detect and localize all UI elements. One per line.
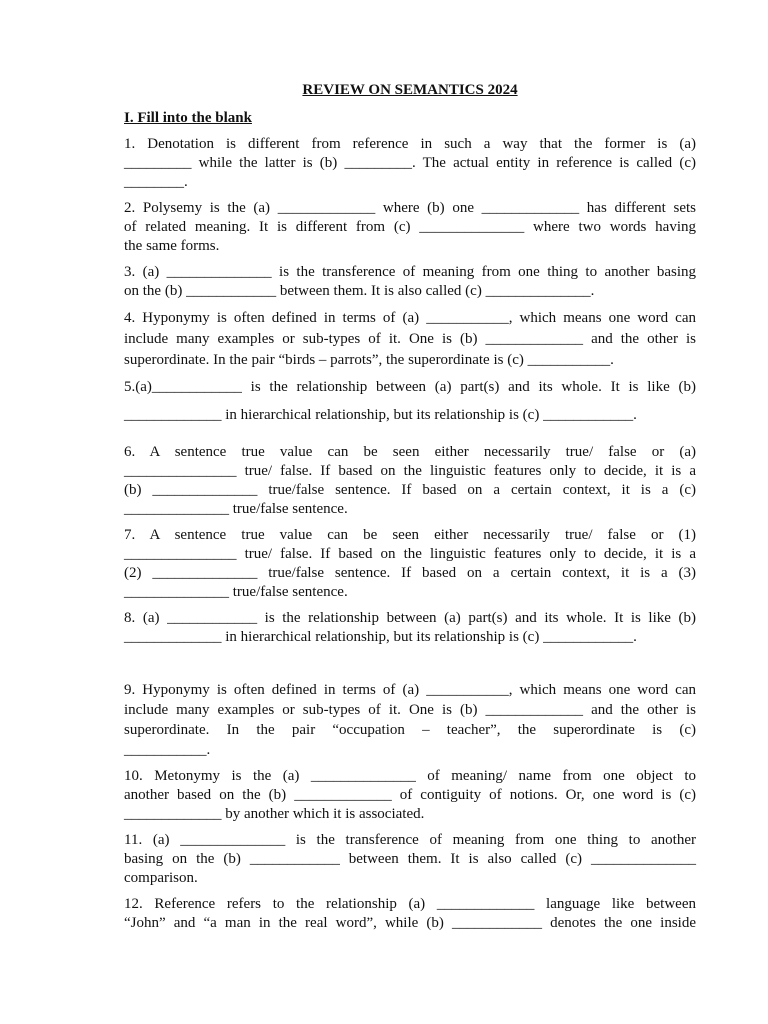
question-line: _________ while the latter is (b) _________. The actual entity in reference is called (c) [124, 155, 696, 171]
question-12 [124, 895, 696, 933]
question-1 [124, 135, 696, 192]
question-line: basing on the (b) ____________ between them. It is also called (c) ______________ [124, 851, 696, 867]
question-line: _______________ true/ false. If based on the linguistic features only to decide, it is a [124, 546, 696, 562]
question-5 [124, 378, 696, 425]
question-line: 10. Metonymy is the (a) ______________ of meaning/ name from one object to [124, 768, 696, 784]
document-page [124, 80, 696, 940]
question-line: comparison. [124, 870, 198, 886]
question-line: 3. (a) ______________ is the transference of meaning from one thing to another basing [124, 264, 696, 280]
question-line: “John” and “a man in the real word”, while (b) ____________ denotes the one inside [124, 915, 696, 931]
question-line: another based on the (b) _____________ of contiguity of notions. Or, one word is (c) [124, 787, 696, 803]
question-9 [124, 680, 696, 760]
question-line: 2. Polysemy is the (a) _____________ where (b) one _____________ has different sets [124, 200, 696, 216]
question-line: 6. A sentence true value can be seen either necessarily true/ false or (a) [124, 444, 696, 460]
question-3 [124, 263, 696, 301]
question-line: 4. Hyponymy is often defined in terms of (a) ___________, which means one word can [124, 310, 696, 326]
question-line: on the (b) ____________ between them. It is also called (c) ______________. [124, 283, 595, 299]
question-line: 8. (a) ____________ is the relationship between (a) part(s) and its whole. It is like (b) [124, 610, 696, 626]
question-line: (2) ______________ true/false sentence. If based on a certain context, it is a (3) [124, 565, 696, 581]
question-line: _____________ by another which it is associated. [124, 806, 425, 822]
question-line: of related meaning. It is different from (c) ______________ where two words having [124, 219, 696, 235]
question-line: (b) ______________ true/false sentence. If based on a certain context, it is a (c) [124, 482, 696, 498]
question-line: include many examples or sub-types of it. One is (b) _____________ and the other is [124, 702, 696, 718]
question-8 [124, 609, 696, 647]
question-line: the same forms. [124, 238, 220, 254]
question-11 [124, 831, 696, 888]
question-line: 7. A sentence true value can be seen either necessarily true/ false or (1) [124, 527, 696, 543]
question-10 [124, 767, 696, 824]
question-line: ___________. [124, 742, 211, 758]
question-line: 12. Reference refers to the relationship (a) _____________ language like between [124, 896, 696, 912]
question-2 [124, 199, 696, 256]
question-line: superordinate. In the pair “birds – parrots”, the superordinate is (c) ___________. [124, 352, 614, 368]
question-line: 11. (a) ______________ is the transference of meaning from one thing to another [124, 832, 696, 848]
question-line: 9. Hyponymy is often defined in terms of (a) ___________, which means one word can [124, 682, 696, 698]
question-line: superordinate. In the pair “occupation – teacher”, the superordinate is (c) [124, 722, 696, 738]
section-heading: I. Fill into the blank [124, 110, 252, 126]
question-7 [124, 526, 696, 602]
question-line: 5.(a)____________ is the relationship between (a) part(s) and its whole. It is like (b) [124, 379, 696, 395]
question-line: 1. Denotation is different from reference in such a way that the former is (a) [124, 136, 696, 152]
question-4 [124, 308, 696, 371]
question-line: ________. [124, 174, 188, 190]
question-line: _____________ in hierarchical relationship, but its relationship is (c) ____________. [124, 407, 637, 423]
question-line: include many examples or sub-types of it. One is (b) _____________ and the other is [124, 331, 696, 347]
question-line: _____________ in hierarchical relationship, but its relationship is (c) ____________. [124, 629, 637, 645]
question-6 [124, 443, 696, 519]
question-line: ______________ true/false sentence. [124, 501, 348, 517]
document-title: REVIEW ON SEMANTICS 2024 [302, 82, 518, 98]
question-line: ______________ true/false sentence. [124, 584, 348, 600]
question-line: _______________ true/ false. If based on the linguistic features only to decide, it is a [124, 463, 696, 479]
